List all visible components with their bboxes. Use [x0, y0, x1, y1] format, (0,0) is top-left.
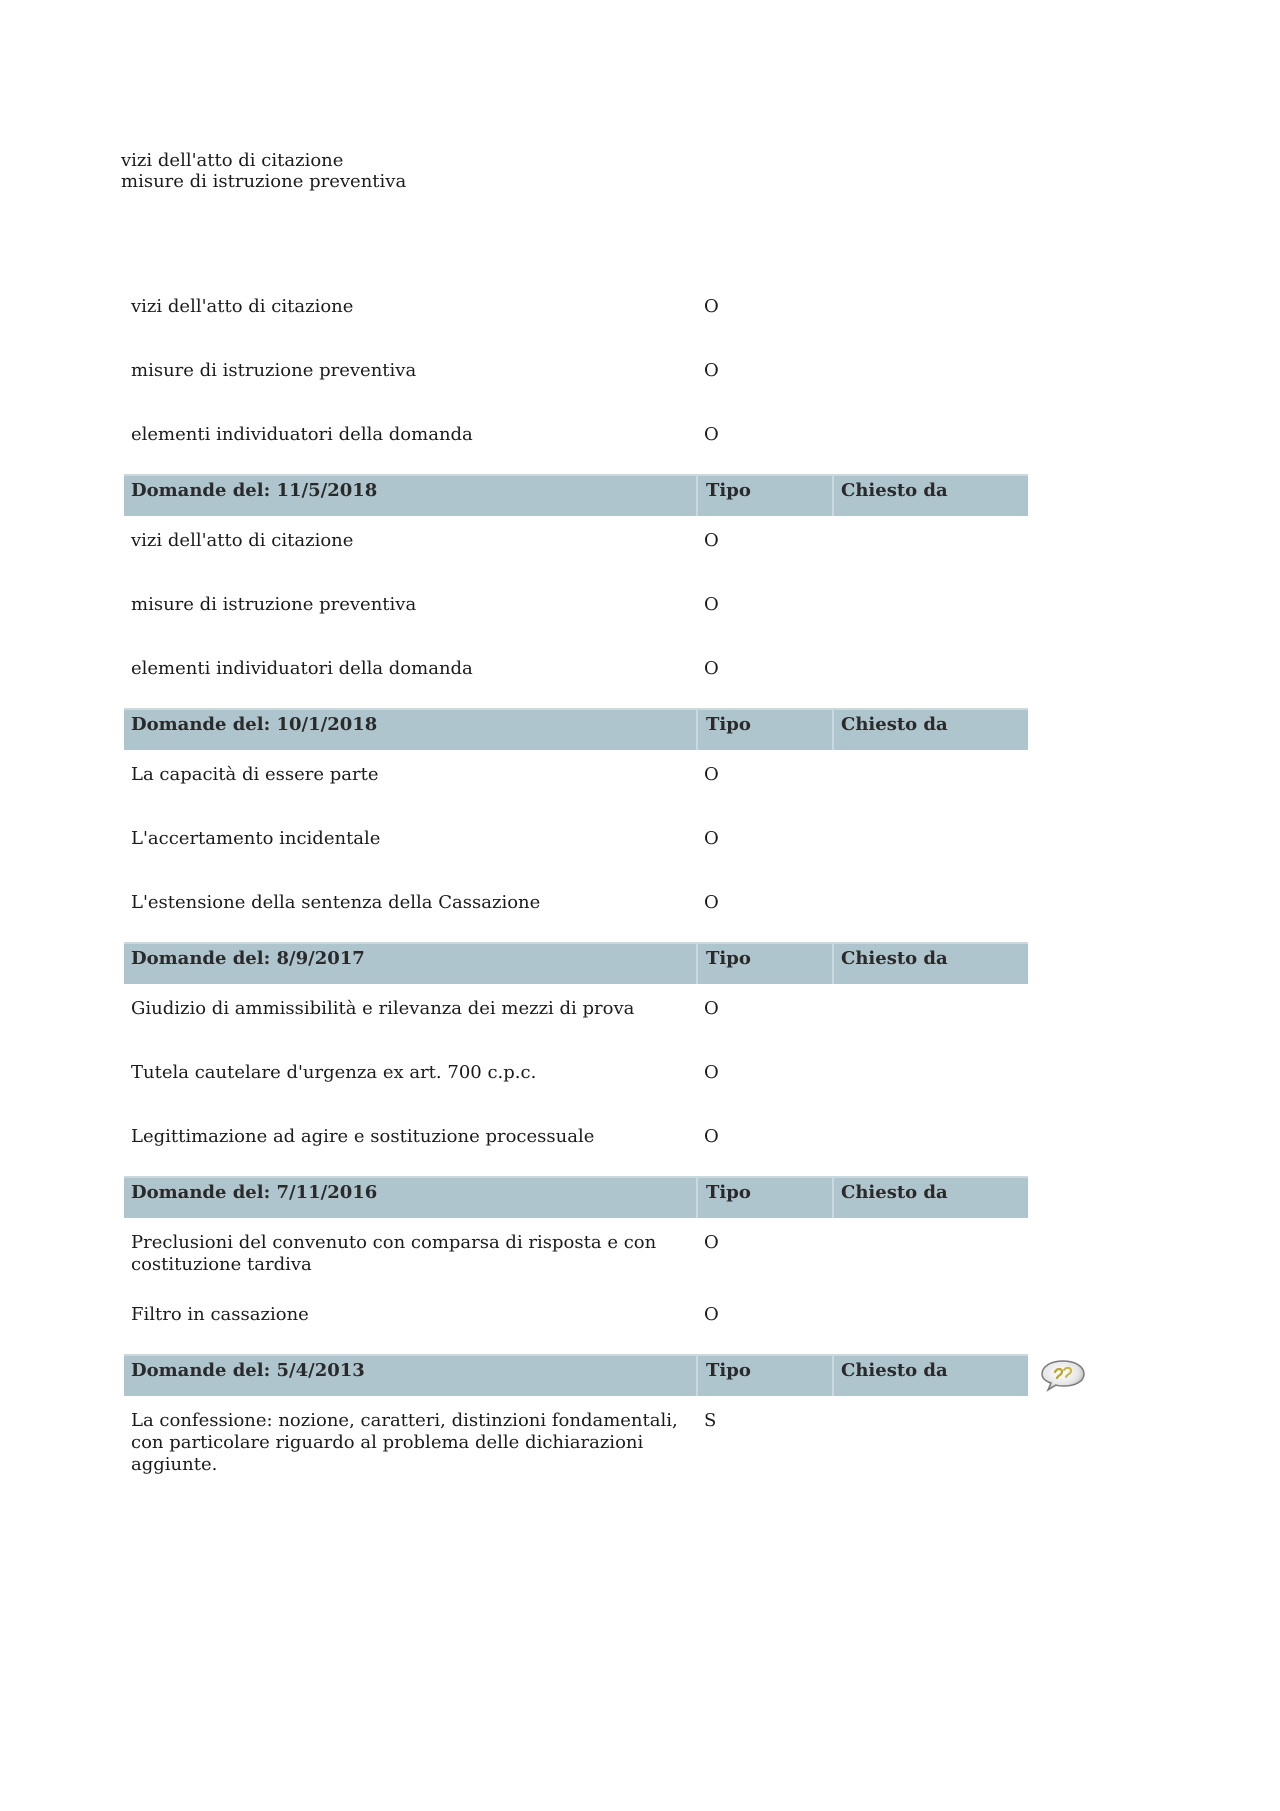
section-header [124, 1176, 1028, 1218]
column-header-chiesto-da: Chiesto da [832, 944, 1028, 984]
question-text: Filtro in cassazione [131, 1304, 309, 1325]
question-type: O [704, 1062, 719, 1083]
question-type: O [704, 1304, 719, 1325]
question-type: O [704, 594, 719, 615]
column-header-tipo: Tipo [696, 476, 832, 516]
questions-table [124, 282, 1028, 1490]
column-header-tipo: Tipo [696, 1356, 832, 1396]
column-header-chiesto-da: Chiesto da [832, 476, 1028, 516]
section-header [124, 1354, 1028, 1396]
table-row [124, 644, 1028, 708]
table-row [124, 984, 1028, 1048]
column-header-tipo: Tipo [696, 710, 832, 750]
table-row [124, 750, 1028, 814]
table-row [124, 580, 1028, 644]
table-row [124, 878, 1028, 942]
table-row [124, 1048, 1028, 1112]
table-row [124, 282, 1028, 346]
question-text: L'accertamento incidentale [131, 828, 381, 849]
question-type: O [704, 828, 719, 849]
section-header [124, 708, 1028, 750]
question-text: misure di istruzione preventiva [131, 594, 417, 615]
question-type: S [704, 1410, 717, 1431]
question-type: O [704, 892, 719, 913]
question-text: vizi dell'atto di citazione [131, 530, 354, 551]
section-title: Domande del: 5/4/2013 [131, 1360, 365, 1381]
question-text: Legittimazione ad agire e sostituzione processuale [131, 1126, 595, 1147]
table-row [124, 1218, 1028, 1290]
question-text: L'estensione della sentenza della Cassazione [131, 892, 541, 913]
question-text: La capacità di essere parte [131, 764, 379, 785]
question-type: O [704, 1232, 719, 1253]
question-type: O [704, 296, 719, 317]
table-row [124, 516, 1028, 580]
column-header-chiesto-da: Chiesto da [832, 710, 1028, 750]
question-type: O [704, 764, 719, 785]
table-row [124, 1396, 1028, 1490]
question-text: elementi individuatori della domanda [131, 424, 473, 445]
question-text: elementi individuatori della domanda [131, 658, 473, 679]
question-type: O [704, 1126, 719, 1147]
comment-bubble-icon [1040, 1358, 1086, 1392]
intro-line: vizi dell'atto di citazione [121, 150, 344, 171]
section-title: Domande del: 11/5/2018 [131, 480, 378, 501]
question-text: La confessione: nozione, caratteri, distinzioni fondamentali, con particolare riguardo al problema delle dichiarazioni aggiunte. [131, 1410, 678, 1475]
column-header-chiesto-da: Chiesto da [832, 1356, 1028, 1396]
comment-bubble-icon[interactable] [1040, 1358, 1086, 1392]
intro-block [121, 150, 406, 192]
question-text: misure di istruzione preventiva [131, 360, 417, 381]
section-title: Domande del: 10/1/2018 [131, 714, 378, 735]
table-row [124, 1112, 1028, 1176]
question-type: O [704, 658, 719, 679]
question-type: O [704, 360, 719, 381]
table-row [124, 346, 1028, 410]
question-text: Tutela cautelare d'urgenza ex art. 700 c.p.c. [131, 1062, 537, 1083]
question-type: O [704, 424, 719, 445]
column-header-chiesto-da: Chiesto da [832, 1178, 1028, 1218]
question-type: O [704, 998, 719, 1019]
section-header [124, 942, 1028, 984]
column-header-tipo: Tipo [696, 944, 832, 984]
question-type: O [704, 530, 719, 551]
question-text: Giudizio di ammissibilità e rilevanza dei mezzi di prova [131, 998, 635, 1019]
section-title: Domande del: 8/9/2017 [131, 948, 365, 969]
question-text: vizi dell'atto di citazione [131, 296, 354, 317]
table-row [124, 410, 1028, 474]
column-header-tipo: Tipo [696, 1178, 832, 1218]
question-text: Preclusioni del convenuto con comparsa di risposta e con costituzione tardiva [131, 1232, 657, 1275]
intro-line: misure di istruzione preventiva [121, 171, 407, 192]
table-row [124, 1290, 1028, 1354]
section-title: Domande del: 7/11/2016 [131, 1182, 378, 1203]
table-row [124, 814, 1028, 878]
section-header [124, 474, 1028, 516]
